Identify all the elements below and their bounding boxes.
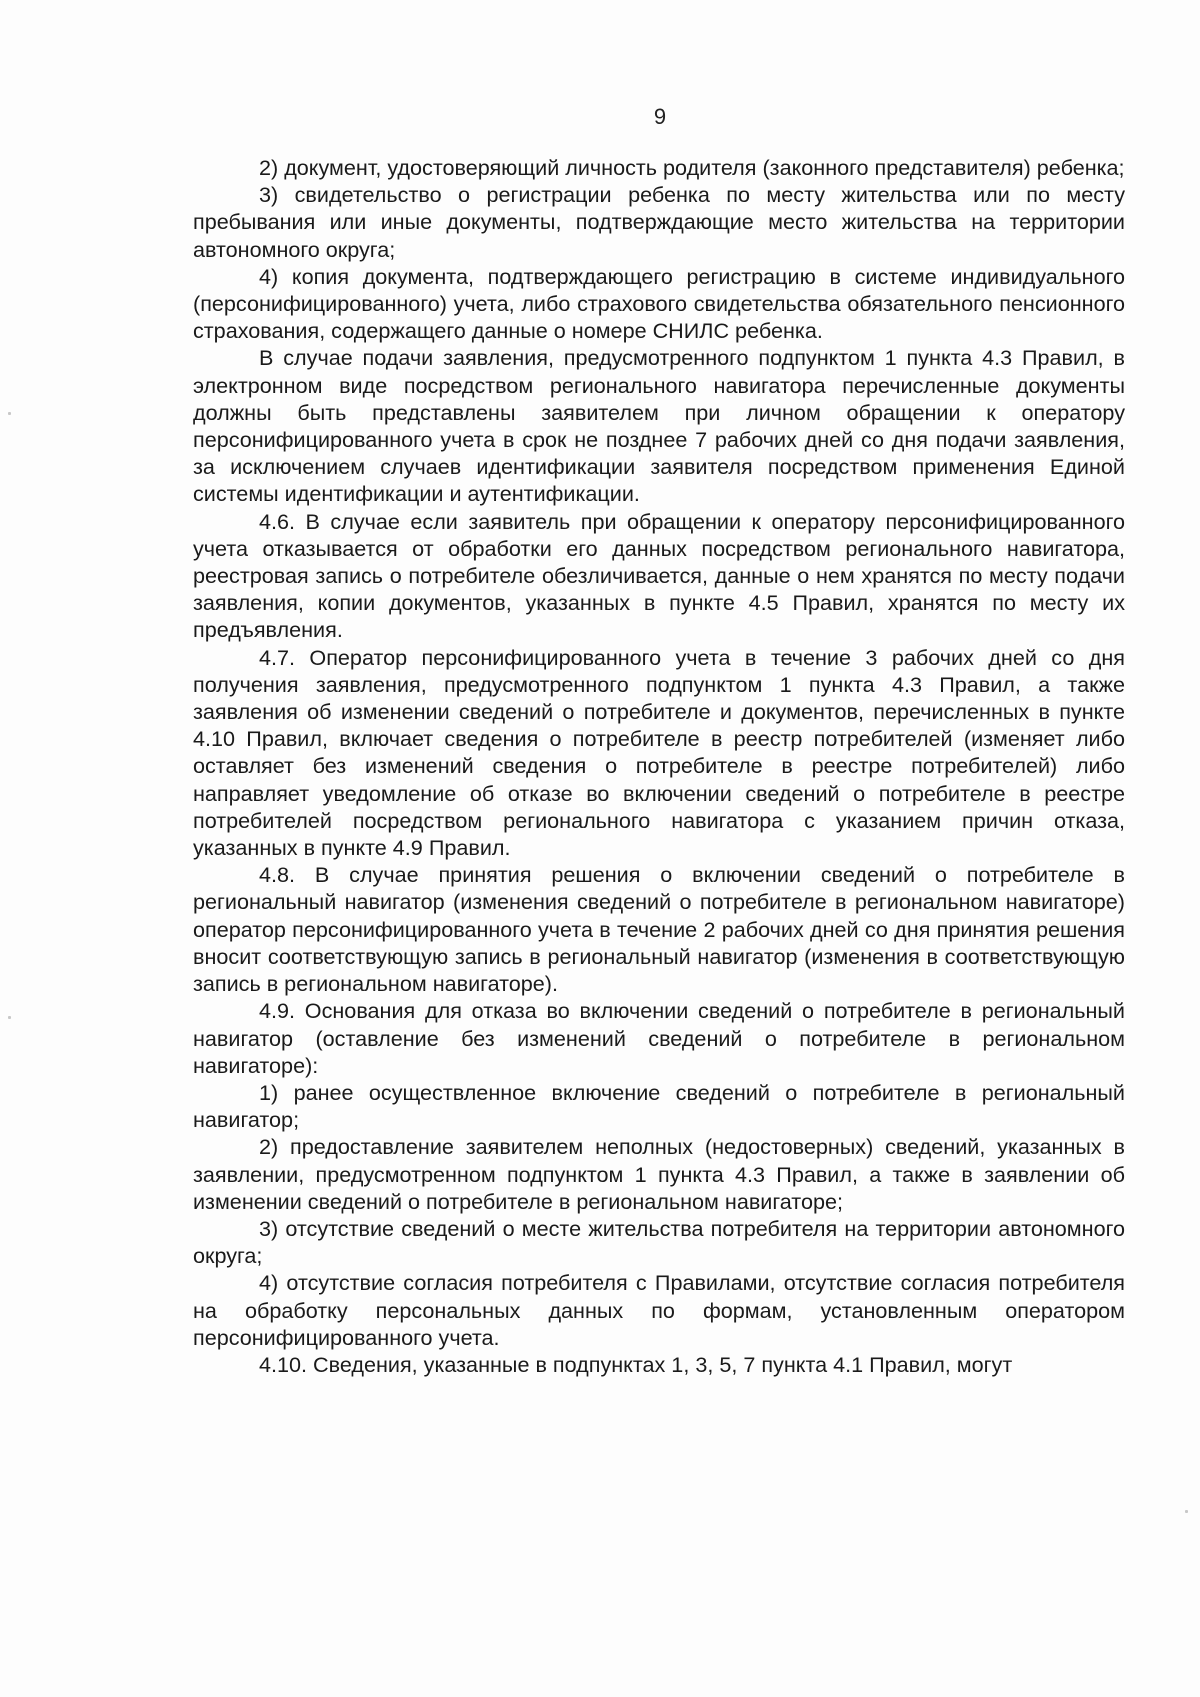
paragraph-item-2: 2) документ, удостоверяющий личность родителя (законного представителя) ребенка;	[259, 155, 1125, 180]
paragraph-4-9-item-2: 2) предоставление заявителем неполных (недостоверных) сведений, указанных в заявлении, предусмотренном подпунктом 1 пункта 4.3 Правил, а также в заявлении об изменении сведений о потребителе в региональном навигаторе;	[193, 1134, 1125, 1214]
paragraph-4-8: 4.8. В случае принятия решения о включении сведений о потребителе в региональный навигатор (изменения сведений о потребителе в региональном навигаторе) оператор персонифицированного учета в течение 2 рабочих дней со дня принятия решения вносит соответствующую запись в региональный навигатор (изменения в соответствующую запись в региональном навигаторе).	[193, 862, 1125, 997]
page-number: 9	[653, 104, 667, 129]
paragraph-4-6: 4.6. В случае если заявитель при обращении к оператору персонифицированного учета отказывается от обработки его данных посредством регионального навигатора, реестровая запись о потребителе обезличивается, данные о нем хранятся по месту подачи заявления, копии документов, указанных в пункте 4.5 Правил, хранятся по месту их предъявления.	[193, 508, 1125, 643]
paragraph-4-7: 4.7. Оператор персонифицированного учета в течение 3 рабочих дней со дня получения заявления, предусмотренного подпунктом 1 пункта 4.3 Правил, а также заявления об изменении сведений о потребителе и документов, перечисленных в пункте 4.10 Правил, включает сведения о потребителе в реестр потребителей (изменяет либо оставляет без изменений сведения о потребителе в реестре потребителей) либо направляет уведомление об отказе во включении сведений о потребителе в реестре потребителей посредством регионального навигатора с указанием причин отказа, указанных в пункте 4.9 Правил.	[193, 644, 1125, 861]
scan-speck	[8, 412, 11, 415]
scan-speck	[1185, 1510, 1188, 1513]
paragraph-item-4: 4) копия документа, подтверждающего регистрацию в системе индивидуального (персонифицированного) учета, либо страхового свидетельства обязательного пенсионного страхования, содержащего данные о номере СНИЛС ребенка.	[193, 263, 1125, 344]
paragraph-4-9-item-4: 4) отсутствие согласия потребителя с Правилами, отсутствие согласия потребителя на обработку персональных данных по формам, установленным оператором персонифицированного учета.	[193, 1270, 1125, 1350]
paragraph-4-9-item-1: 1) ранее осуществленное включение сведений о потребителе в региональный навигатор;	[193, 1079, 1125, 1133]
paragraph-item-3: 3) свидетельство о регистрации ребенка по месту жительства или по месту пребывания или иные документы, подтверждающие место жительства на территории автономного округа;	[193, 182, 1125, 262]
paragraph-4-9-item-3: 3) отсутствие сведений о месте жительства потребителя на территории автономного округа;	[193, 1215, 1125, 1269]
scan-speck	[8, 1016, 11, 1019]
paragraph-electronic-submission: В случае подачи заявления, предусмотренного подпунктом 1 пункта 4.3 Правил, в электронном виде посредством регионального навигатора перечисленные документы должны быть представлены заявителем при личном обращении к оператору персонифицированного учета в срок не позднее 7 рабочих дней со дня подачи заявления, за исключением случаев идентификации заявителя посредством применения Единой системы идентификации и аутентификации.	[193, 345, 1125, 507]
paragraph-4-9: 4.9. Основания для отказа во включении сведений о потребителе в региональный навигатор (оставление без изменений сведений о потребителе в региональном навигаторе):	[193, 998, 1125, 1078]
document-body	[193, 154, 1125, 1378]
paragraph-4-10: 4.10. Сведения, указанные в подпунктах 1, 3, 5, 7 пункта 4.1 Правил, могут	[259, 1351, 1013, 1377]
